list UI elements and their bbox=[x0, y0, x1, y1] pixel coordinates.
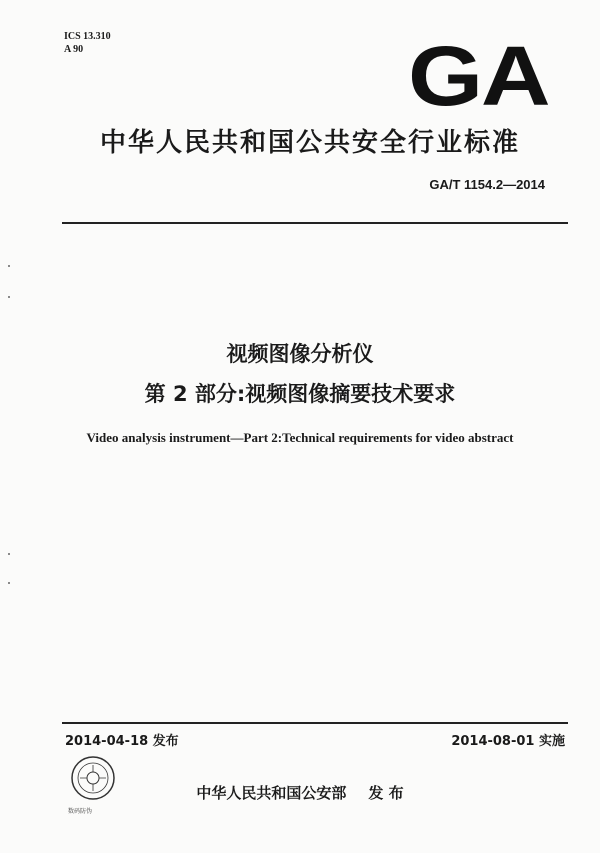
document-title-cn-line2: 第 2 部分:视频图像摘要技术要求 bbox=[144, 382, 456, 406]
classification-codes bbox=[64, 30, 111, 56]
ga-logo: GA bbox=[408, 29, 549, 123]
ics-code: ICS 13.310 bbox=[64, 31, 111, 42]
standard-title: 中华人民共和国公共安全行业标准 bbox=[99, 128, 520, 158]
seal-label: 数码防伪 bbox=[68, 808, 93, 815]
issue-date: 2014-04-18 发布 bbox=[65, 734, 179, 749]
standard-code: GA/T 1154.2—2014 bbox=[429, 177, 545, 192]
bottom-divider bbox=[62, 722, 568, 724]
scan-mark bbox=[8, 582, 10, 584]
publisher-line bbox=[0, 782, 600, 803]
publisher-name: 中华人民共和国公安部 bbox=[196, 784, 347, 802]
scan-mark bbox=[8, 265, 10, 267]
document-title-cn-line1: 视频图像分析仪 bbox=[226, 342, 374, 366]
publish-label: 发 布 bbox=[368, 784, 404, 802]
top-divider bbox=[62, 222, 568, 224]
scan-mark bbox=[8, 553, 10, 555]
scan-mark bbox=[8, 296, 10, 298]
implementation-date: 2014-08-01 实施 bbox=[451, 734, 565, 749]
document-title-en: Video analysis instrument—Part 2:Technical requirements for video abstract bbox=[86, 430, 514, 445]
ccs-code: A 90 bbox=[64, 44, 84, 55]
